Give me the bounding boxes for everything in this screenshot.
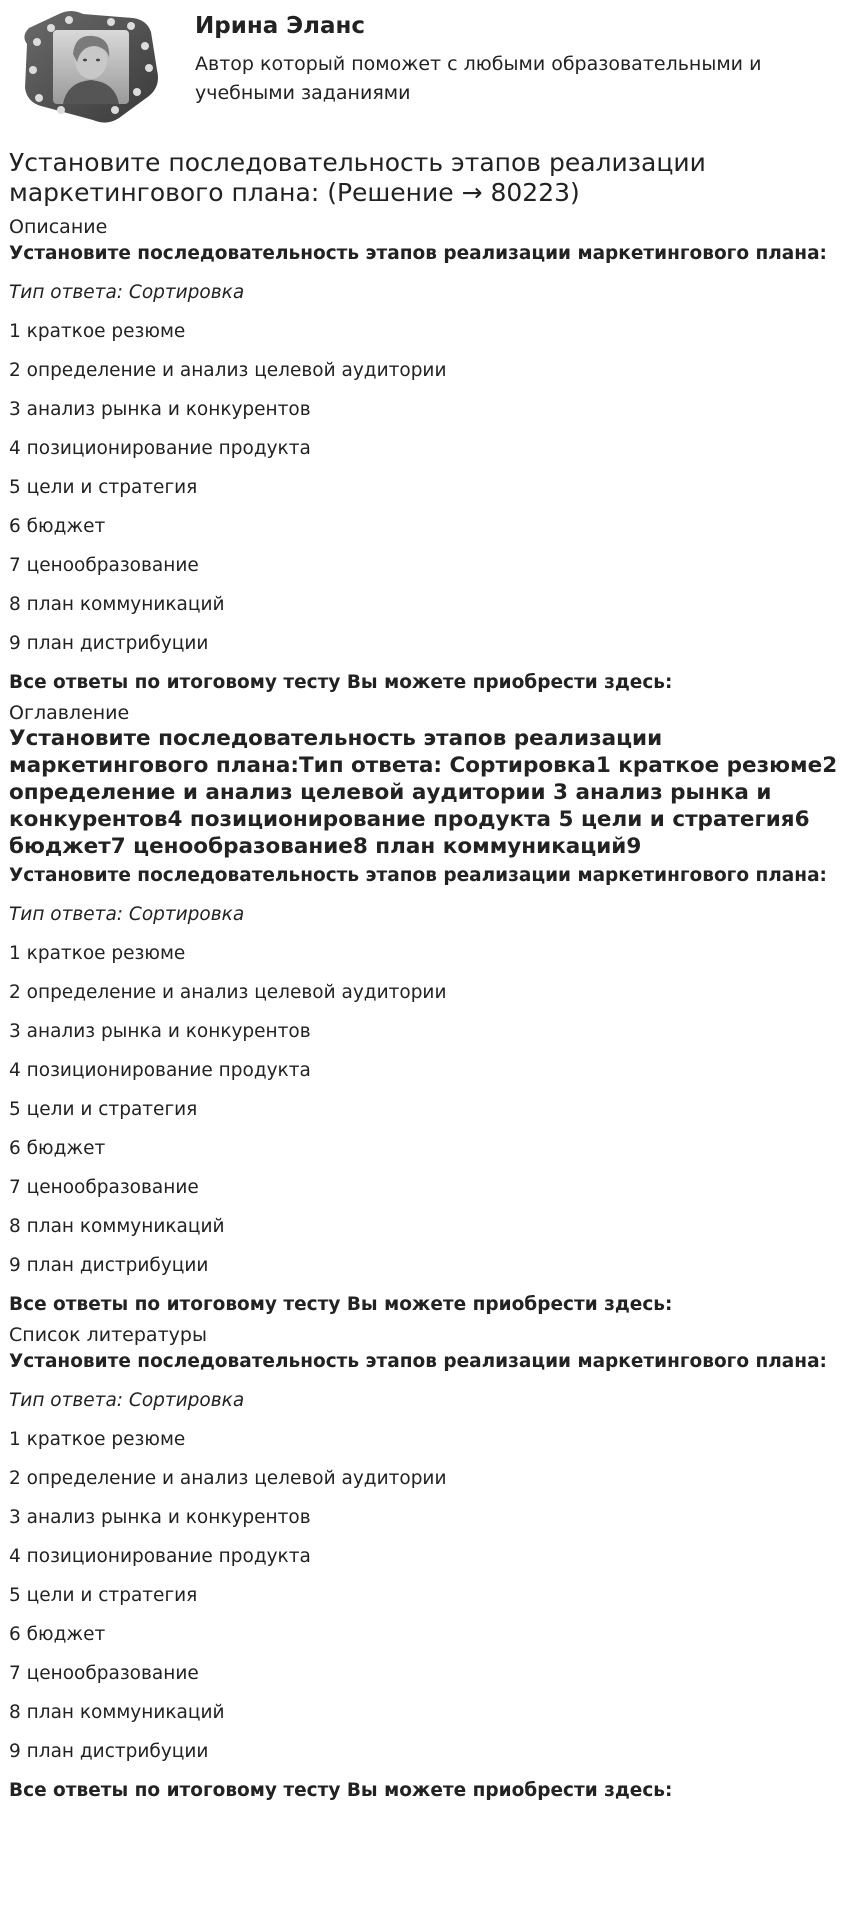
answer-type: Тип ответа: Сортировка (9, 904, 245, 925)
answer-item: 3 анализ рынка и конкурентов (9, 1507, 311, 1528)
bibliography-section (9, 1324, 838, 1802)
description-section (9, 216, 838, 694)
all-answers-note: Все ответы по итоговому тесту Вы можете приобрести здесь: (9, 1780, 673, 1801)
answer-item: 5 цели и стратегия (9, 477, 198, 498)
question-text: Установите последовательность этапов реализации маркетингового плана: (9, 1351, 827, 1372)
answer-item: 7 ценообразование (9, 555, 199, 576)
author-avatar[interactable] (15, 6, 163, 126)
answer-item: 2 определение и анализ целевой аудитории (9, 360, 447, 381)
answer-type: Тип ответа: Сортировка (9, 1390, 245, 1411)
answer-item: 5 цели и стратегия (9, 1585, 198, 1606)
answer-item: 9 план дистрибуции (9, 1741, 209, 1762)
answer-items (9, 943, 838, 1277)
answer-item: 4 позиционирование продукта (9, 1546, 311, 1567)
answer-item: 3 анализ рынка и конкурентов (9, 399, 311, 420)
answer-item: 4 позиционирование продукта (9, 438, 311, 459)
answer-item: 8 план коммуникаций (9, 1216, 225, 1237)
answer-items (9, 321, 838, 655)
all-answers-note: Все ответы по итоговому тесту Вы можете приобрести здесь: (9, 672, 673, 693)
answer-item: 3 анализ рынка и конкурентов (9, 1021, 311, 1042)
answer-item: 9 план дистрибуции (9, 633, 209, 654)
section-label-bibliography: Список литературы (9, 1324, 207, 1346)
answer-item: 5 цели и стратегия (9, 1099, 198, 1120)
answer-type: Тип ответа: Сортировка (9, 282, 245, 303)
answer-item: 1 краткое резюме (9, 943, 186, 964)
answer-item: 2 определение и анализ целевой аудитории (9, 982, 447, 1003)
answer-item: 1 краткое резюме (9, 321, 186, 342)
answer-item: 7 ценообразование (9, 1663, 199, 1684)
toc-section (9, 702, 838, 1316)
answer-item: 6 бюджет (9, 516, 106, 537)
question-text: Установите последовательность этапов реализации маркетингового плана: (9, 243, 827, 264)
author-name[interactable]: Ирина Эланс (195, 13, 366, 39)
answer-item: 8 план коммуникаций (9, 1702, 225, 1723)
author-description: Автор который поможет с любыми образовательными и учебными заданиями (195, 53, 762, 104)
answer-item: 1 краткое резюме (9, 1429, 186, 1450)
all-answers-note: Все ответы по итоговому тесту Вы можете приобрести здесь: (9, 1294, 673, 1315)
answer-item: 9 план дистрибуции (9, 1255, 209, 1276)
answer-item: 8 план коммуникаций (9, 594, 225, 615)
answer-item: 6 бюджет (9, 1138, 106, 1159)
answer-items (9, 1429, 838, 1763)
page-title: Установите последовательность этапов реализации маркетингового плана: (Решение → 80223) (9, 148, 706, 207)
author-card (9, 0, 838, 140)
answer-item: 6 бюджет (9, 1624, 106, 1645)
answer-item: 2 определение и анализ целевой аудитории (9, 1468, 447, 1489)
section-label-description: Описание (9, 216, 108, 238)
answer-item: 7 ценообразование (9, 1177, 199, 1198)
question-text: Установите последовательность этапов реализации маркетингового плана: (9, 865, 827, 886)
section-label-toc: Оглавление (9, 702, 130, 724)
answer-item: 4 позиционирование продукта (9, 1060, 311, 1081)
toc-heading: Установите последовательность этапов реализации маркетингового плана:Тип ответа: Сортировка1 краткое резюме2 определение и анализ целевой аудитории 3 анализ рынка и конкурентов4 позиционирование продукта 5 цели и стратегия6 бюджет7 ценообразование8 план коммуникаций9 (9, 726, 838, 859)
